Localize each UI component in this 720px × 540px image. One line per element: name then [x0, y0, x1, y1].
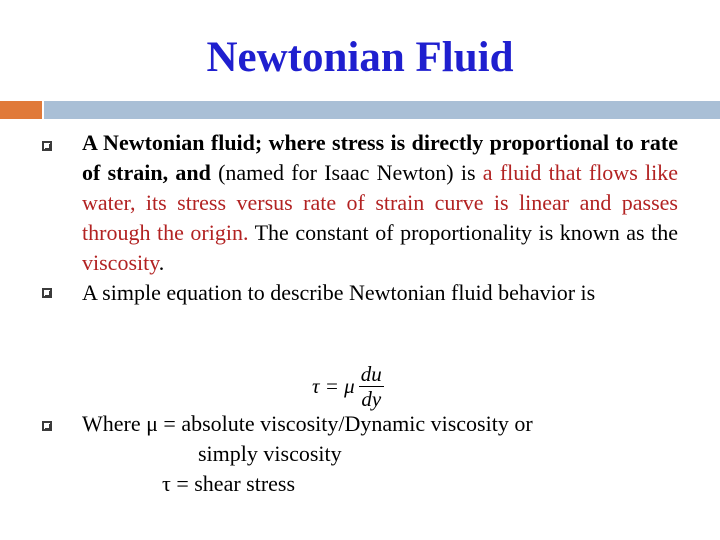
where-line-1: Where μ = absolute viscosity/Dynamic viscosity or — [82, 411, 533, 436]
bullet-icon — [42, 288, 52, 298]
slide-title: Newtonian Fluid — [206, 34, 514, 81]
paragraph-newtonian-definition — [82, 128, 678, 278]
newton-viscosity-equation — [312, 360, 384, 412]
paragraph-simple-equation: A simple equation to describe Newtonian fluid behavior is — [82, 280, 596, 305]
sentence-end: . — [158, 250, 165, 275]
where-line-3: τ = shear stress — [162, 471, 296, 496]
bullet-icon — [42, 421, 52, 431]
red-definition: a fluid that flows like water, its stress versus rate of strain curve is linear and passes through the origin. — [82, 160, 678, 245]
constant-text: The constant of proportionality is known as the — [248, 220, 678, 245]
equation-denominator: dy — [361, 386, 382, 411]
equation-fraction — [359, 362, 384, 411]
accent-bar-orange — [0, 101, 42, 119]
equation-lhs: τ = μ — [312, 373, 355, 398]
red-viscosity-term: viscosity — [82, 250, 159, 275]
bold-intro: A Newtonian fluid; where stress is directly proportional to rate of strain, and — [82, 130, 678, 185]
accent-bar-blue — [44, 101, 720, 119]
equation-numerator: du — [360, 361, 382, 386]
named-for-text: (named for Isaac Newton) is — [210, 160, 483, 185]
where-line-2: simply viscosity — [198, 441, 342, 466]
bullet-icon — [42, 141, 52, 151]
paragraph-where-definitions — [82, 409, 682, 499]
